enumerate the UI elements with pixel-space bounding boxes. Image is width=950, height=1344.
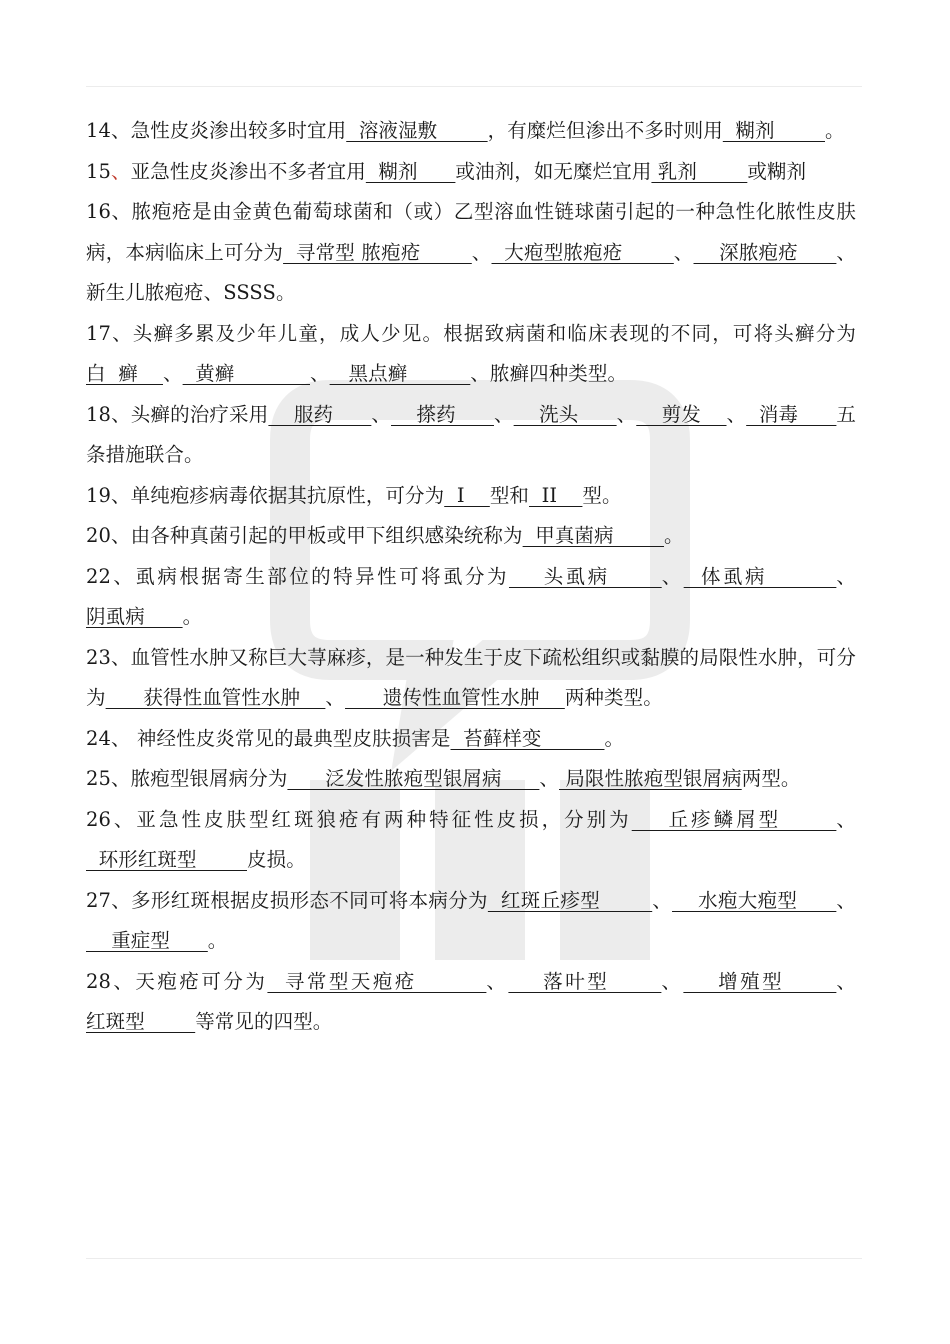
- question-q26: [86, 800, 856, 881]
- question-q19: [86, 476, 856, 517]
- answer-blank: 落叶型: [508, 969, 662, 993]
- answer-blank: 糊剂: [722, 119, 825, 142]
- question-text: 、: [673, 240, 694, 264]
- question-q16: [86, 192, 856, 314]
- answer-blank: 红斑型: [86, 1010, 196, 1033]
- answer-blank: 苔藓样变: [450, 726, 605, 750]
- question-text: 24、 神经性皮炎常见的最典型皮肤损害是: [86, 726, 451, 750]
- answer-blank: 头虱病: [508, 564, 662, 588]
- question-text: 两型。: [741, 767, 801, 790]
- question-text: 。: [182, 605, 203, 628]
- question-text: 20、由各种真菌引起的甲板或甲下组织感染统称为: [86, 524, 523, 547]
- question-text: 、: [836, 969, 856, 993]
- question-text: 19、单纯疱疹病毒依据其抗原性，可分为: [86, 483, 445, 507]
- answer-blank: 剪发: [636, 402, 727, 426]
- answer-blank: 丘疹鳞屑型: [631, 807, 837, 831]
- question-q18: [86, 395, 856, 476]
- answer-blank: 寻常型 脓疱疮: [283, 240, 472, 264]
- answer-blank: 泛发性脓疱型银屑病: [287, 767, 540, 790]
- question-q17: [86, 314, 856, 395]
- question-q28: [86, 962, 856, 1043]
- question-text: 、: [163, 362, 183, 385]
- question-text: 。: [664, 524, 684, 547]
- question-text: 五条措施联合。: [86, 402, 857, 466]
- answer-blank: 溶液湿敷: [346, 119, 488, 142]
- answer-blank: 环形红斑型: [86, 848, 247, 871]
- question-text: 、: [836, 888, 856, 912]
- question-text: 皮损。: [247, 848, 306, 871]
- question-text: 14、急性皮炎渗出较多时宜用: [86, 119, 347, 142]
- answer-blank: 白 癣: [86, 362, 163, 385]
- question-text: 型。: [582, 483, 622, 507]
- answer-blank: 遗传性血管性水肿: [345, 686, 565, 709]
- answer-blank: 服药: [268, 402, 372, 426]
- question-text: 、: [726, 402, 747, 426]
- question-text: 两种类型。: [564, 686, 663, 709]
- answer-blank: 甲真菌病: [522, 524, 665, 547]
- question-text: 、: [616, 402, 637, 426]
- question-text: 26、亚急性皮肤型红斑狼疮有两种特征性皮损，分别为: [86, 807, 632, 831]
- answer-blank: 获得性血管性水肿: [105, 686, 326, 709]
- question-text: 、: [836, 564, 856, 588]
- question-text: 、: [836, 807, 856, 831]
- answer-blank: 水疱大疱型: [672, 888, 837, 912]
- answer-blank: 消毒: [746, 402, 837, 426]
- answer-blank: 黑点癣: [329, 362, 471, 385]
- question-text: 、: [486, 969, 509, 993]
- question-text: 、: [371, 402, 392, 426]
- question-text: 、: [661, 969, 684, 993]
- answer-blank: 洗头: [513, 402, 617, 426]
- question-text: 27、多形红斑根据皮损形态不同可将本病分为: [86, 888, 488, 912]
- question-text: 、: [111, 159, 131, 183]
- question-text: 、: [325, 686, 346, 709]
- question-text: 或油剂，如无糜烂宜用: [455, 159, 652, 183]
- answer-blank: 红斑丘疹型: [487, 888, 653, 912]
- question-q24: [86, 719, 856, 760]
- question-text: 等常见的四型。: [195, 1010, 333, 1033]
- question-q23: [86, 638, 856, 719]
- footer-rule: [86, 1258, 862, 1259]
- question-text: 17、头癣多累及少年儿童，成人少见。根据致病菌和临床表现的不同，可将头癣分为: [86, 321, 856, 345]
- question-q15: [86, 152, 856, 193]
- question-text: 16、脓疱疮是由金黄色葡萄球菌和（或）乙型溶血性链球菌引起的一种急性化脓性皮肤病，本病临床上可分为: [86, 200, 856, 264]
- question-text: 28、天疱疮可分为: [86, 969, 268, 993]
- answer-blank: 体虱病: [683, 564, 837, 588]
- answer-blank: 阴虱病: [86, 605, 183, 628]
- question-text: 22、虱病根据寄生部位的特异性可将虱分为: [86, 564, 509, 588]
- answer-blank: 局限性脓疱型银屑病: [559, 767, 742, 790]
- question-text: 、: [652, 888, 673, 912]
- answer-blank: 乳剂: [651, 159, 748, 183]
- answer-blank: 黄癣: [182, 362, 310, 385]
- answer-blank: 深脓疱疮: [693, 240, 837, 264]
- question-q22: [86, 557, 856, 638]
- answer-blank: 大疱型脓疱疮: [491, 240, 674, 264]
- question-list: [86, 111, 856, 1043]
- question-q20: [86, 516, 856, 557]
- question-text: 15: [86, 159, 112, 183]
- question-text: 23、血管性水肿又称巨大荨麻疹，是一种发生于皮下疏松组织或黏膜的局限性水肿，可分为: [86, 645, 856, 709]
- question-q27: [86, 881, 856, 962]
- question-text: 型和: [489, 483, 530, 507]
- question-text: 、: [493, 402, 514, 426]
- answer-blank: 增殖型: [683, 969, 837, 993]
- question-text: 、新生儿脓疱疮、SSSS。: [86, 240, 857, 304]
- question-text: 、脓癣四种类型。: [470, 362, 628, 385]
- question-text: 。: [825, 119, 845, 142]
- answer-blank: 糊剂: [365, 159, 456, 183]
- answer-blank: II: [529, 483, 583, 507]
- question-text: 亚急性皮炎渗出不多者宜用: [130, 159, 366, 183]
- question-text: 18、头癣的治疗采用: [86, 402, 269, 426]
- answer-blank: 搽药: [391, 402, 494, 426]
- question-text: 。: [604, 726, 625, 750]
- question-text: 、: [471, 240, 492, 264]
- question-text: 、: [310, 362, 330, 385]
- question-q25: [86, 759, 856, 800]
- question-text: 或糊剂: [747, 159, 807, 183]
- question-text: 、: [661, 564, 684, 588]
- answer-blank: I: [444, 483, 490, 507]
- question-text: 25、脓疱型银屑病分为: [86, 767, 288, 790]
- question-text: 。: [207, 929, 228, 952]
- question-text: ，有糜烂但渗出不多时则用: [487, 119, 723, 142]
- question-text: 、: [539, 767, 560, 790]
- answer-blank: 重症型: [86, 929, 208, 952]
- header-rule: [86, 86, 862, 87]
- question-q14: [86, 111, 856, 152]
- answer-blank: 寻常型天疱疮: [267, 969, 487, 993]
